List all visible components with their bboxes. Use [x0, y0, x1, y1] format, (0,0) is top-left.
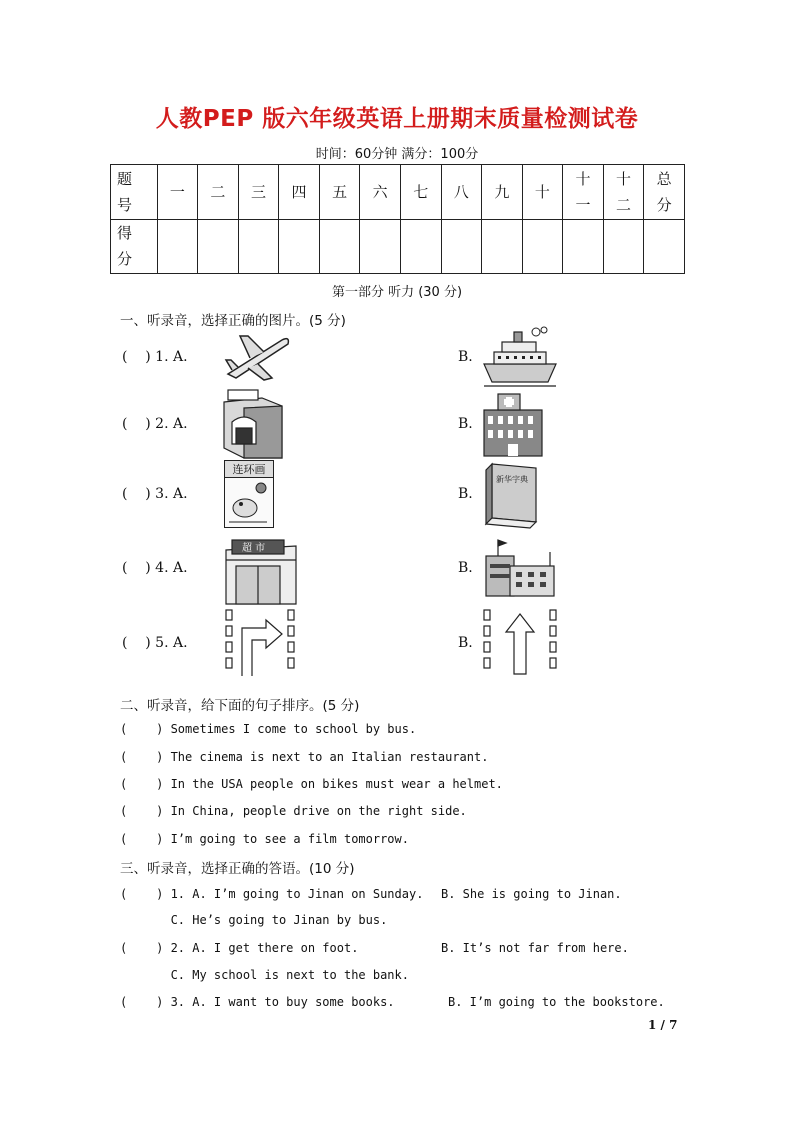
table-cell: 三 — [238, 165, 279, 220]
airplane-icon — [222, 330, 294, 382]
score-input-cell[interactable] — [644, 219, 685, 274]
question-number: ( ) 5. A. — [122, 635, 188, 651]
table-cell: 七 — [400, 165, 441, 220]
answer-line: C. He’s going to Jinan by bus. — [120, 913, 388, 927]
answer-line: ( ) 2. A. I get there on foot. — [120, 941, 359, 955]
score-input-cell[interactable] — [522, 219, 563, 274]
answer-line: ( ) 1. A. I’m going to Jinan on Sunday. — [120, 887, 424, 901]
option-b-label: B. — [458, 416, 473, 432]
table-cell: 八 — [441, 165, 482, 220]
hospital-icon — [480, 390, 546, 458]
question-number: ( ) 1. A. — [122, 349, 188, 365]
part-heading: 第一部分 听力 (30 分) — [331, 285, 463, 300]
score-input-cell[interactable] — [319, 219, 360, 274]
comic-book-label: 连环画 — [225, 461, 273, 478]
score-input-cell[interactable] — [603, 219, 644, 274]
supermarket-label: 超 市 — [242, 543, 266, 554]
school-building-icon — [480, 538, 560, 600]
table-cell: 题 号 — [111, 165, 158, 220]
table-cell: 十 二 — [603, 165, 644, 220]
sentence-item: ( ) I’m going to see a film tomorrow. — [120, 832, 409, 846]
sentence-item: ( ) Sometimes I come to school by bus. — [120, 722, 417, 736]
page-subtitle: 时间：60分钟 满分：100分 — [315, 147, 479, 162]
turn-right-icon — [222, 606, 298, 676]
section-heading: 一、听录音，选择正确的图片。(5 分) — [120, 313, 346, 329]
section-heading: 二、听录音，给下面的句子排序。(5 分) — [120, 698, 360, 714]
section-heading: 三、听录音，选择正确的答语。(10 分) — [120, 861, 355, 877]
score-input-cell[interactable] — [360, 219, 401, 274]
option-b-label: B. — [458, 486, 473, 502]
table-cell: 十 一 — [563, 165, 604, 220]
score-input-cell[interactable] — [279, 219, 320, 274]
answer-option: B. She is going to Jinan. — [441, 887, 622, 901]
page-title: 人教PEP 版六年级英语上册期末质量检测试卷 — [155, 106, 639, 132]
comic-book-icon — [224, 460, 274, 528]
question-number: ( ) 4. A. — [122, 560, 188, 576]
bird-icon — [225, 478, 271, 526]
score-input-cell[interactable] — [238, 219, 279, 274]
question-number: ( ) 2. A. — [122, 416, 188, 432]
sentence-item: ( ) In China, people drive on the right side. — [120, 804, 467, 818]
dictionary-label: 新华字典 — [496, 475, 528, 484]
table-row — [111, 165, 685, 220]
answer-option: B. It’s not far from here. — [441, 941, 629, 955]
supermarket-icon — [222, 530, 302, 606]
table-cell: 六 — [360, 165, 401, 220]
sentence-item: ( ) In the USA people on bikes must wear a helmet. — [120, 777, 503, 791]
question-number: ( ) 3. A. — [122, 486, 188, 502]
table-cell: 四 — [279, 165, 320, 220]
answer-option: B. I’m going to the bookstore. — [448, 995, 665, 1009]
cinema-icon — [222, 388, 284, 460]
score-input-cell[interactable] — [198, 219, 239, 274]
page-number: 1 / 7 — [648, 1018, 678, 1032]
option-b-label: B. — [458, 635, 473, 651]
score-table — [110, 164, 685, 274]
table-cell: 五 — [319, 165, 360, 220]
dictionary-icon — [482, 460, 544, 530]
score-input-cell[interactable] — [482, 219, 523, 274]
ship-icon — [480, 326, 560, 388]
go-straight-icon — [480, 606, 560, 676]
table-cell: 总 分 — [644, 165, 685, 220]
score-input-cell[interactable] — [400, 219, 441, 274]
answer-line: ( ) 3. A. I want to buy some books. — [120, 995, 395, 1009]
sentence-item: ( ) The cinema is next to an Italian restaurant. — [120, 750, 489, 764]
option-b-label: B. — [458, 349, 473, 365]
score-input-cell[interactable] — [563, 219, 604, 274]
score-input-cell[interactable] — [157, 219, 198, 274]
table-cell: 十 — [522, 165, 563, 220]
table-cell: 一 — [157, 165, 198, 220]
score-input-cell[interactable] — [441, 219, 482, 274]
option-b-label: B. — [458, 560, 473, 576]
table-cell: 九 — [482, 165, 523, 220]
table-row — [111, 219, 685, 274]
answer-line: C. My school is next to the bank. — [120, 968, 409, 982]
table-cell: 二 — [198, 165, 239, 220]
table-cell: 得 分 — [111, 219, 158, 274]
